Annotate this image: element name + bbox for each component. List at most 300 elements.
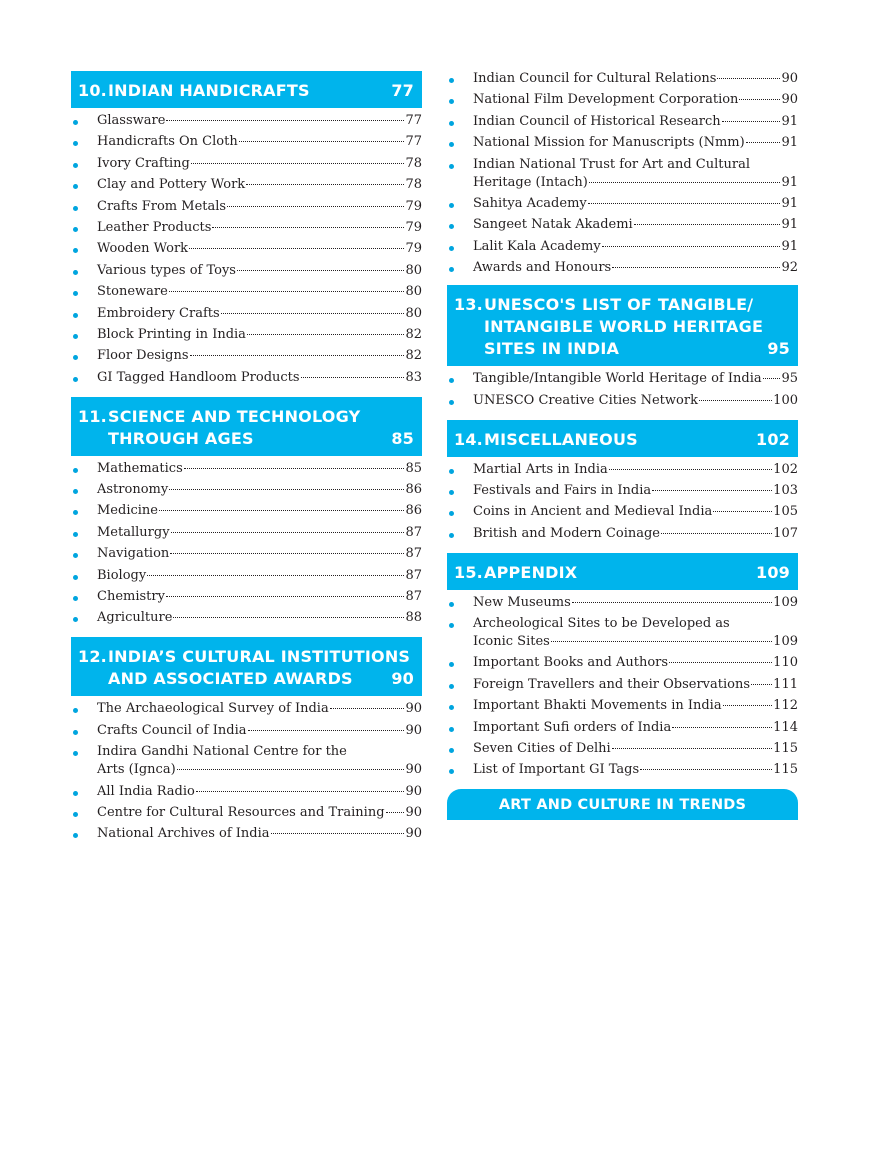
entry-title: Important Sufi orders of India (473, 719, 672, 735)
chapter-header (447, 553, 798, 590)
toc-entry (71, 609, 422, 627)
entry-title: New Museums (473, 594, 571, 610)
entry-page-number: 107 (773, 525, 798, 541)
chapter-page-number: 90 (391, 669, 414, 689)
entry-page-number: 105 (773, 504, 798, 520)
entry-title: Coins in Ancient and Medieval India (473, 504, 713, 520)
entry-page-number: 102 (773, 461, 798, 477)
entry-title: Wooden Work (97, 241, 189, 257)
entry-title: National Archives of India (97, 826, 270, 842)
dot-leader (330, 708, 405, 709)
entry-row (97, 198, 422, 216)
entry-page-number: 90 (405, 826, 422, 842)
entry-row (97, 347, 422, 365)
entry-page-number: 79 (405, 219, 422, 235)
dot-leader (212, 227, 404, 228)
entry-row (473, 676, 798, 694)
entry-row (473, 392, 798, 410)
toc-entry (71, 743, 422, 779)
toc-entry (71, 326, 422, 344)
toc-entry (71, 524, 422, 542)
chapter-number: 12. (78, 647, 107, 667)
entry-page-number: 77 (405, 113, 422, 128)
toc-entry (71, 804, 422, 822)
toc-entry (447, 482, 798, 500)
entry-title: Crafts From Metals (97, 198, 227, 214)
entry-page-number: 109 (773, 634, 798, 650)
toc-entry (71, 219, 422, 237)
dot-leader (189, 248, 404, 249)
toc-right-column (447, 70, 798, 820)
dot-leader (166, 596, 405, 597)
entry-page-number: 90 (781, 92, 798, 108)
chapter-section (447, 553, 798, 780)
entry-row (97, 783, 422, 801)
entry-page-number: 80 (405, 284, 422, 300)
dot-leader (751, 684, 772, 685)
dot-leader (191, 163, 405, 164)
entry-title: Foreign Travellers and their Observations (473, 676, 751, 692)
entry-title: Chemistry (97, 589, 165, 605)
entry-row (97, 545, 422, 563)
entry-row (473, 70, 798, 88)
entry-title-first-line: Indira Gandhi National Centre for the (97, 744, 347, 760)
toc-entry (71, 460, 422, 478)
chapter-title: SCIENCE AND TECHNOLOGY (108, 406, 361, 426)
entry-row (97, 326, 422, 344)
toc-entry (71, 262, 422, 280)
chapter-page-number: 109 (756, 562, 790, 582)
chapter-title: SITES IN INDIA (484, 339, 620, 359)
entry-title: Indian Council of Historical Research (473, 113, 721, 129)
entry-title: UNESCO Creative Cities Network (473, 392, 698, 408)
entry-page-number: 82 (405, 326, 422, 342)
chapter-title-line (454, 562, 790, 584)
entry-title: Heritage (Intach) (473, 174, 588, 190)
chapter-entries (447, 366, 798, 409)
chapter-header (447, 420, 798, 457)
entry-page-number: 115 (773, 762, 798, 778)
chapter-title-line (454, 294, 790, 316)
chapter-section (71, 397, 422, 628)
entry-title: Ivory Crafting (97, 155, 190, 171)
chapter-number: 11. (78, 406, 107, 426)
toc-entry (447, 113, 798, 131)
chapter-entries (447, 457, 798, 543)
entry-page-number: 92 (781, 260, 798, 276)
chapter-title: INDIAN HANDICRAFTS (108, 81, 310, 100)
chapter-number: 14. (454, 429, 483, 449)
entry-page-number: 79 (405, 241, 422, 257)
entry-page-number: 86 (405, 482, 422, 498)
entry-row (473, 594, 798, 612)
entry-row (97, 369, 422, 387)
entry-page-number: 87 (405, 589, 422, 605)
entry-row (97, 609, 422, 627)
entry-page-number: 91 (781, 174, 798, 190)
entry-row (97, 825, 422, 843)
chapter-section (447, 285, 798, 409)
entry-title: Glassware (97, 113, 166, 128)
art-culture-trends-banner: ART AND CULTURE IN TRENDS (447, 789, 798, 820)
toc-entry (71, 588, 422, 606)
entry-title: List of Important GI Tags (473, 762, 640, 778)
entry-title: Various types of Toys (97, 262, 236, 278)
dot-leader (669, 662, 772, 663)
entry-title: Sangeet Natak Akademi (473, 217, 633, 233)
dot-leader (672, 727, 772, 728)
chapter-title: UNESCO'S LIST OF TANGIBLE/ (484, 295, 754, 315)
entry-title: Navigation (97, 546, 170, 562)
chapter-number: 15. (454, 562, 483, 582)
toc-entry (71, 133, 422, 151)
entry-row (473, 740, 798, 758)
entry-row (473, 113, 798, 131)
entry-title: Arts (Ignca) (97, 762, 176, 778)
entry-page-number: 79 (405, 198, 422, 214)
toc-entry (71, 198, 422, 216)
entry-page-number: 103 (773, 482, 798, 498)
entry-row (473, 91, 798, 109)
entry-page-number: 90 (405, 762, 422, 778)
dot-leader (723, 705, 773, 706)
toc-entry (447, 615, 798, 651)
entry-row (473, 259, 798, 277)
entry-row (97, 305, 422, 323)
toc-entry (447, 740, 798, 758)
entry-page-number: 91 (781, 113, 798, 129)
toc-entry (71, 783, 422, 801)
entry-title-first-line: Archeological Sites to be Developed as (473, 616, 730, 632)
dot-leader (196, 791, 405, 792)
chapter-title: APPENDIX (484, 562, 578, 582)
entry-title: Festivals and Fairs in India (473, 482, 652, 498)
chapter-header (447, 285, 798, 366)
dot-leader (184, 468, 405, 469)
entry-row (97, 481, 422, 499)
entry-row (473, 525, 798, 543)
entry-page-number: 78 (405, 155, 422, 171)
chapter-page-number: 102 (756, 429, 790, 449)
entry-page-number: 86 (405, 503, 422, 519)
dot-leader (247, 334, 405, 335)
toc-entry (447, 259, 798, 277)
dot-leader (572, 602, 772, 603)
chapter-title-line (78, 428, 414, 450)
entry-page-number: 109 (773, 594, 798, 610)
dot-leader (722, 121, 781, 122)
chapter-entries (71, 456, 422, 628)
entry-title: British and Modern Coinage (473, 525, 661, 541)
toc-entry (447, 70, 798, 88)
entry-row (473, 195, 798, 213)
entry-page-number: 82 (405, 348, 422, 364)
dot-leader (221, 313, 405, 314)
entry-row (97, 460, 422, 478)
chapter-title: INTANGIBLE WORLD HERITAGE (484, 317, 764, 337)
toc-entry (447, 370, 798, 388)
dot-leader (301, 377, 405, 378)
toc-entry (71, 369, 422, 387)
entry-page-number: 115 (773, 741, 798, 757)
chapter-entries (71, 696, 422, 843)
toc-entry (71, 567, 422, 585)
chapter-title-line (78, 668, 414, 690)
dot-leader (713, 511, 772, 512)
entry-page-number: 78 (405, 177, 422, 193)
chapter-number: 10. (78, 81, 107, 100)
dot-leader (166, 120, 404, 121)
dot-leader (612, 748, 772, 749)
entry-page-number: 87 (405, 546, 422, 562)
entry-row (473, 174, 798, 192)
entry-row (97, 219, 422, 237)
toc-entry (71, 722, 422, 740)
continued-chapter-items (447, 70, 798, 277)
entry-title: Awards and Honours (473, 260, 612, 276)
entry-row (97, 567, 422, 585)
entry-title: Lalit Kala Academy (473, 238, 601, 254)
entry-row (473, 134, 798, 152)
entry-page-number: 91 (781, 195, 798, 211)
entry-title: Agriculture (97, 610, 173, 626)
dot-leader (717, 78, 780, 79)
toc-entry (71, 112, 422, 130)
entry-page-number: 91 (781, 238, 798, 254)
entry-title: Important Bhakti Movements in India (473, 698, 722, 714)
entry-row (97, 262, 422, 280)
dot-leader (652, 490, 772, 491)
entry-title: Embroidery Crafts (97, 305, 220, 321)
dot-leader (147, 575, 404, 576)
dot-leader (551, 641, 772, 642)
toc-entry (71, 545, 422, 563)
chapter-section (71, 637, 422, 843)
toc-entry (71, 155, 422, 173)
entry-row (473, 633, 798, 651)
toc-entry (447, 525, 798, 543)
dot-leader (699, 400, 772, 401)
entry-title: All India Radio (97, 783, 195, 799)
entry-title: Mathematics (97, 460, 183, 476)
toc-entry (447, 697, 798, 715)
entry-title: GI Tagged Handloom Products (97, 369, 300, 385)
entry-title: Crafts Council of India (97, 722, 247, 738)
dot-leader (661, 533, 772, 534)
dot-leader (640, 769, 772, 770)
entry-page-number: 114 (773, 719, 798, 735)
entry-row (473, 482, 798, 500)
toc-entry (447, 503, 798, 521)
entry-title: Stoneware (97, 284, 168, 300)
entry-title: Important Books and Authors (473, 655, 669, 671)
dot-leader (746, 142, 781, 143)
entry-row (97, 283, 422, 301)
chapter-entries (447, 590, 798, 780)
entry-title: Tangible/Intangible World Heritage of India (473, 371, 762, 387)
dot-leader (602, 246, 781, 247)
toc-entry (71, 283, 422, 301)
entry-row (97, 804, 422, 822)
toc-entry (71, 240, 422, 258)
dot-leader (239, 141, 405, 142)
entry-row (97, 176, 422, 194)
entry-row (97, 588, 422, 606)
entry-page-number: 112 (773, 698, 798, 714)
dot-leader (739, 99, 780, 100)
entry-row (97, 133, 422, 151)
entry-row (473, 216, 798, 234)
entry-row (97, 722, 422, 740)
entry-row (473, 370, 798, 388)
dot-leader (589, 182, 781, 183)
toc-entry (71, 700, 422, 718)
dot-leader (169, 291, 405, 292)
entry-page-number: 87 (405, 567, 422, 583)
entry-row (473, 654, 798, 672)
entry-title: Martial Arts in India (473, 461, 608, 477)
dot-leader (248, 730, 405, 731)
entry-title: Block Printing in India (97, 326, 246, 342)
chapter-title: MISCELLANEOUS (484, 429, 638, 449)
chapter-page-number: 95 (767, 339, 790, 359)
chapter-header (71, 71, 422, 108)
entry-title: Sahitya Academy (473, 195, 587, 211)
entry-page-number: 80 (405, 305, 422, 321)
entry-title: Seven Cities of Delhi (473, 741, 611, 757)
entry-row (473, 697, 798, 715)
chapter-section (71, 71, 422, 387)
dot-leader (763, 378, 781, 379)
entry-page-number: 80 (405, 262, 422, 278)
entry-page-number: 91 (781, 217, 798, 233)
entry-title-first-line: Indian National Trust for Art and Cultural (473, 156, 750, 172)
toc-entry (447, 594, 798, 612)
entry-title: National Mission for Manuscripts (Nmm) (473, 135, 745, 151)
chapter-title-line (454, 316, 790, 338)
toc-entry (71, 305, 422, 323)
entry-title: Floor Designs (97, 348, 189, 364)
entry-title: Metallurgy (97, 524, 170, 540)
toc-entry (71, 176, 422, 194)
entry-title: Indian Council for Cultural Relations (473, 71, 717, 86)
entry-row (97, 524, 422, 542)
entry-row (97, 761, 422, 779)
entry-page-number: 90 (405, 804, 422, 820)
entry-title: Handicrafts On Cloth (97, 134, 238, 150)
entry-row (473, 238, 798, 256)
entry-row (97, 155, 422, 173)
toc-entry (71, 347, 422, 365)
dot-leader (159, 510, 404, 511)
entry-row (97, 240, 422, 258)
toc-entry (447, 238, 798, 256)
entry-page-number: 90 (405, 701, 422, 717)
dot-leader (386, 812, 405, 813)
entry-page-number: 90 (405, 783, 422, 799)
entry-page-number: 110 (773, 655, 798, 671)
toc-left-column (71, 71, 422, 853)
chapter-title: INDIA’S CULTURAL INSTITUTIONS (108, 647, 411, 667)
chapter-title-line (78, 406, 414, 428)
entry-page-number: 90 (405, 722, 422, 738)
chapter-section (447, 420, 798, 543)
toc-entry (447, 134, 798, 152)
toc-entry (447, 461, 798, 479)
dot-leader (190, 355, 405, 356)
chapter-title: AND ASSOCIATED AWARDS (108, 669, 353, 689)
chapter-header (71, 397, 422, 456)
dot-leader (173, 617, 404, 618)
chapter-page-number: 85 (391, 428, 414, 448)
entry-page-number: 83 (405, 369, 422, 385)
toc-entry (71, 481, 422, 499)
entry-page-number: 88 (405, 610, 422, 626)
entry-title: Leather Products (97, 219, 212, 235)
entry-page-number: 100 (773, 392, 798, 408)
chapter-header (71, 637, 422, 696)
dot-leader (170, 553, 404, 554)
entry-row (473, 761, 798, 779)
entry-page-number: 87 (405, 524, 422, 540)
entry-row (473, 719, 798, 737)
entry-title: The Archaeological Survey of India (97, 701, 329, 717)
chapter-title-line (78, 646, 414, 668)
dot-leader (612, 267, 780, 268)
chapter-number: 13. (454, 295, 483, 315)
dot-leader (271, 833, 405, 834)
chapter-entries (71, 108, 422, 387)
dot-leader (588, 203, 781, 204)
toc-entry (447, 761, 798, 779)
toc-entry (447, 156, 798, 192)
dot-leader (237, 270, 404, 271)
entry-row (473, 461, 798, 479)
dot-leader (177, 769, 405, 770)
entry-page-number: 90 (781, 71, 798, 86)
toc-entry (447, 195, 798, 213)
toc-entry (447, 676, 798, 694)
dot-leader (227, 206, 404, 207)
entry-row (97, 112, 422, 130)
chapter-page-number: 77 (391, 81, 414, 100)
entry-title: Astronomy (97, 482, 169, 498)
toc-entry (447, 719, 798, 737)
dot-leader (171, 532, 405, 533)
entry-row (97, 502, 422, 520)
entry-title: Iconic Sites (473, 634, 550, 650)
chapter-title-line (78, 80, 414, 102)
toc-entry (71, 502, 422, 520)
entry-row (473, 503, 798, 521)
chapter-title-line (454, 429, 790, 451)
toc-entry (71, 825, 422, 843)
toc-entry (447, 392, 798, 410)
entry-title: National Film Development Corporation (473, 92, 739, 108)
chapter-title-line (454, 338, 790, 360)
chapter-title: THROUGH AGES (108, 428, 254, 448)
entry-page-number: 91 (781, 135, 798, 151)
entry-title: Clay and Pottery Work (97, 177, 246, 193)
dot-leader (169, 489, 404, 490)
toc-entry (447, 216, 798, 234)
entry-title: Centre for Cultural Resources and Training (97, 804, 385, 820)
entry-page-number: 85 (405, 460, 422, 476)
entry-row (97, 700, 422, 718)
dot-leader (609, 469, 772, 470)
entry-page-number: 77 (405, 134, 422, 150)
entry-title: Medicine (97, 503, 158, 519)
